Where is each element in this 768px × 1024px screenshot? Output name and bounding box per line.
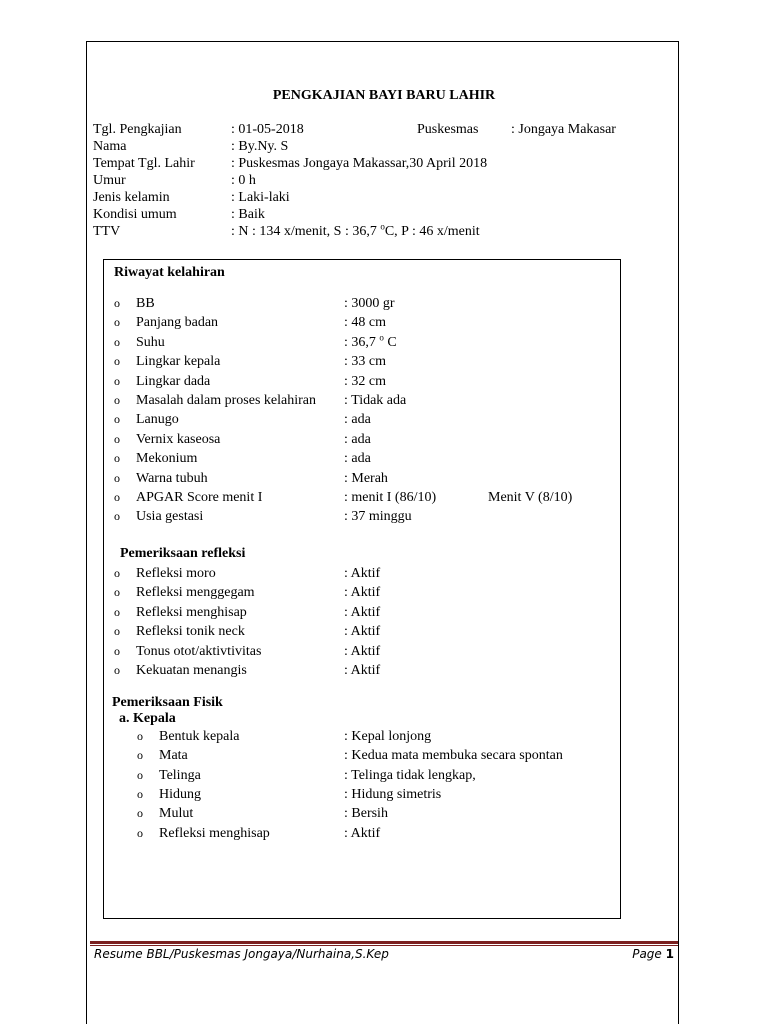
- footer-rule-thin: [90, 945, 678, 946]
- header-value: : 01-05-2018: [231, 122, 304, 137]
- item-value: : 33 cm: [344, 354, 386, 370]
- list-item: [137, 824, 637, 843]
- list-item: [114, 469, 614, 488]
- bullet-marker: o: [114, 604, 120, 619]
- bullet-marker: o: [137, 806, 143, 821]
- bullet-marker: o: [114, 315, 120, 330]
- bullet-marker: o: [114, 296, 120, 310]
- item-value: : ada: [344, 431, 371, 447]
- item-value: : Merah: [344, 470, 388, 486]
- bullet-marker: o: [114, 470, 120, 485]
- item-label: Lingkar kepala: [136, 354, 221, 370]
- header-label: Tgl. Pengkajian: [93, 122, 182, 137]
- bullet-marker: o: [137, 729, 143, 743]
- bullet-marker: o: [114, 393, 120, 407]
- list-item: [114, 488, 614, 507]
- bullet-marker: o: [137, 786, 143, 801]
- bullet-marker: o: [114, 431, 120, 446]
- list-item: [137, 804, 637, 823]
- item-label: Warna tubuh: [136, 470, 208, 486]
- item-label: Kekuatan menangis: [136, 663, 247, 678]
- bullet-marker: o: [114, 663, 120, 677]
- list-item: [114, 430, 614, 449]
- item-label: Panjang badan: [136, 315, 219, 331]
- item-label: Masalah dalam proses kelahiran: [136, 393, 316, 408]
- item-value: : Aktif: [344, 643, 381, 659]
- item-value: : Kepal lonjong: [344, 729, 432, 744]
- bullet-marker: o: [114, 585, 120, 600]
- page-title: PENGKAJIAN BAYI BARU LAHIR: [272, 88, 496, 103]
- header-label: Umur: [93, 173, 126, 188]
- list-item: [114, 622, 614, 641]
- bullet-marker: o: [114, 509, 120, 524]
- item-value: : menit I (86/10): [344, 490, 437, 505]
- item-label: Lingkar dada: [136, 373, 211, 389]
- item-value: : Tidak ada: [344, 393, 407, 408]
- bullet-marker: o: [114, 643, 120, 658]
- item-label: Mata: [159, 748, 188, 764]
- list-item: [114, 313, 614, 332]
- item-label: APGAR Score menit I: [136, 490, 263, 505]
- header-label: Nama: [93, 139, 127, 154]
- list-item: [114, 410, 614, 429]
- list-item: [114, 333, 614, 352]
- list-item: [114, 661, 614, 680]
- item-label: Bentuk kepala: [159, 729, 240, 744]
- item-value: : 48 cm: [344, 315, 386, 331]
- item-value: : 32 cm: [344, 373, 386, 389]
- list-item: [114, 352, 614, 371]
- list-item: [114, 294, 614, 313]
- list-item: [114, 583, 614, 602]
- item-label: Refleksi menghisap: [136, 604, 247, 620]
- section-title-riwayat: Riwayat kelahiran: [114, 265, 225, 280]
- section-title-refleksi: Pemeriksaan refleksi: [120, 546, 246, 561]
- item-value: : 3000 gr: [344, 296, 395, 311]
- item-value: : Aktif: [344, 604, 381, 620]
- item-label: Telinga: [159, 767, 201, 783]
- bullet-marker: o: [114, 624, 120, 639]
- item-label: Usia gestasi: [136, 509, 204, 525]
- list-item: [137, 746, 637, 765]
- section-title-fisik: Pemeriksaan Fisik: [112, 695, 223, 710]
- section-subtitle-kepala: a. Kepala: [119, 711, 176, 726]
- item-value: : Telinga tidak lengkap,: [344, 767, 476, 783]
- item-label: Suhu: [136, 334, 165, 350]
- bullet-marker: o: [114, 334, 120, 349]
- item-value-secondary: Menit V (8/10): [488, 490, 573, 505]
- item-label: Tonus otot/aktivtivitas: [136, 643, 262, 659]
- header-value: : 0 h: [231, 173, 256, 188]
- bullet-marker: o: [137, 748, 143, 763]
- header-value: : By.Ny. S: [231, 139, 289, 154]
- list-item: [137, 766, 637, 785]
- footer-rule: [90, 941, 678, 944]
- item-value: : Bersih: [344, 806, 388, 822]
- list-item: [114, 372, 614, 391]
- item-label: Mekonium: [136, 451, 198, 467]
- item-value: : ada: [344, 451, 371, 467]
- footer-text: Resume BBL/Puskesmas Jongaya/Nurhaina,S.Kep: [94, 947, 389, 961]
- header-value: : Puskesmas Jongaya Makassar,30 April 2018: [231, 156, 488, 171]
- list-item: [114, 391, 614, 410]
- bullet-marker: o: [137, 825, 143, 840]
- header-label: TTV: [93, 224, 121, 239]
- header-value-puskesmas: : Jongaya Makasar: [511, 122, 616, 137]
- page-number: Page 1: [632, 947, 674, 961]
- item-label: Refleksi menggegam: [136, 585, 255, 601]
- list-item: [137, 727, 637, 746]
- item-label: Hidung: [159, 786, 201, 802]
- item-label: Refleksi tonik neck: [136, 624, 245, 640]
- list-item: [114, 449, 614, 468]
- header-label: Tempat Tgl. Lahir: [93, 156, 195, 171]
- list-item: [114, 507, 614, 526]
- item-label: BB: [136, 296, 155, 311]
- item-value: : Hidung simetris: [344, 786, 442, 802]
- header-value: : N : 134 x/menit, S : 36,7 $^o$C, P : 46 x/menit: [231, 221, 480, 239]
- item-value: : ada: [344, 412, 371, 428]
- bullet-marker: o: [114, 451, 120, 466]
- item-value: : Aktif: [344, 663, 381, 678]
- item-label: Vernix kaseosa: [136, 431, 221, 447]
- bullet-marker: o: [114, 566, 120, 580]
- item-value: : Aktif: [344, 825, 381, 841]
- list-item: [114, 564, 614, 583]
- list-item: [114, 603, 614, 622]
- item-value: : 36,7 $^o$ C: [344, 332, 397, 350]
- bullet-marker: o: [114, 354, 120, 369]
- item-label: Refleksi moro: [136, 566, 216, 581]
- list-item: [137, 785, 637, 804]
- item-value: : 37 minggu: [344, 509, 412, 525]
- bullet-marker: o: [114, 373, 120, 388]
- item-value: : Aktif: [344, 624, 381, 640]
- item-label: Mulut: [159, 806, 194, 822]
- item-label: Lanugo: [136, 412, 179, 428]
- item-value: : Kedua mata membuka secara spontan: [344, 748, 563, 764]
- header-label: Kondisi umum: [93, 207, 177, 222]
- list-item: [114, 642, 614, 661]
- item-value: : Aktif: [344, 566, 381, 581]
- item-label: Refleksi menghisap: [159, 825, 270, 841]
- item-value: : Aktif: [344, 585, 381, 601]
- header-label: Jenis kelamin: [93, 190, 170, 205]
- header-label-puskesmas: Puskesmas: [417, 122, 479, 137]
- bullet-marker: o: [114, 490, 120, 504]
- bullet-marker: o: [137, 767, 143, 782]
- bullet-marker: o: [114, 412, 120, 427]
- header-value: : Laki-laki: [231, 190, 290, 205]
- header-value: : Baik: [231, 207, 265, 222]
